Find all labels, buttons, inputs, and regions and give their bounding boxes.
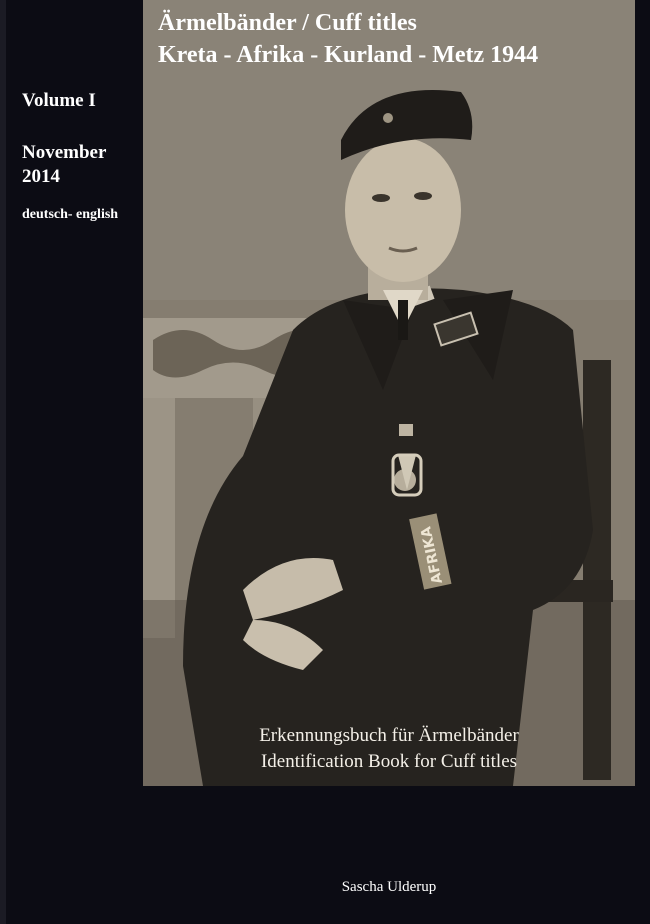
book-title-line-1: Ärmelbänder / Cuff titles [158, 10, 417, 36]
volume-label: Volume I [22, 90, 96, 111]
subtitle-english: Identification Book for Cuff titles [260, 751, 518, 772]
svg-text:AFRIKA: AFRIKA [418, 525, 446, 586]
subtitle-german: Erkennungsbuch für Ärmelbänder [259, 725, 519, 746]
cover-edge [0, 0, 6, 924]
book-title-line-2: Kreta - Afrika - Kurland - Metz 1944 [158, 42, 539, 68]
languages-label: deutsch- english [22, 207, 119, 222]
publication-date: November 2014 [22, 142, 107, 187]
author-name: Sascha Ulderup [341, 879, 437, 895]
soldier-portrait-illustration [143, 0, 635, 786]
cover-photograph [143, 0, 635, 786]
